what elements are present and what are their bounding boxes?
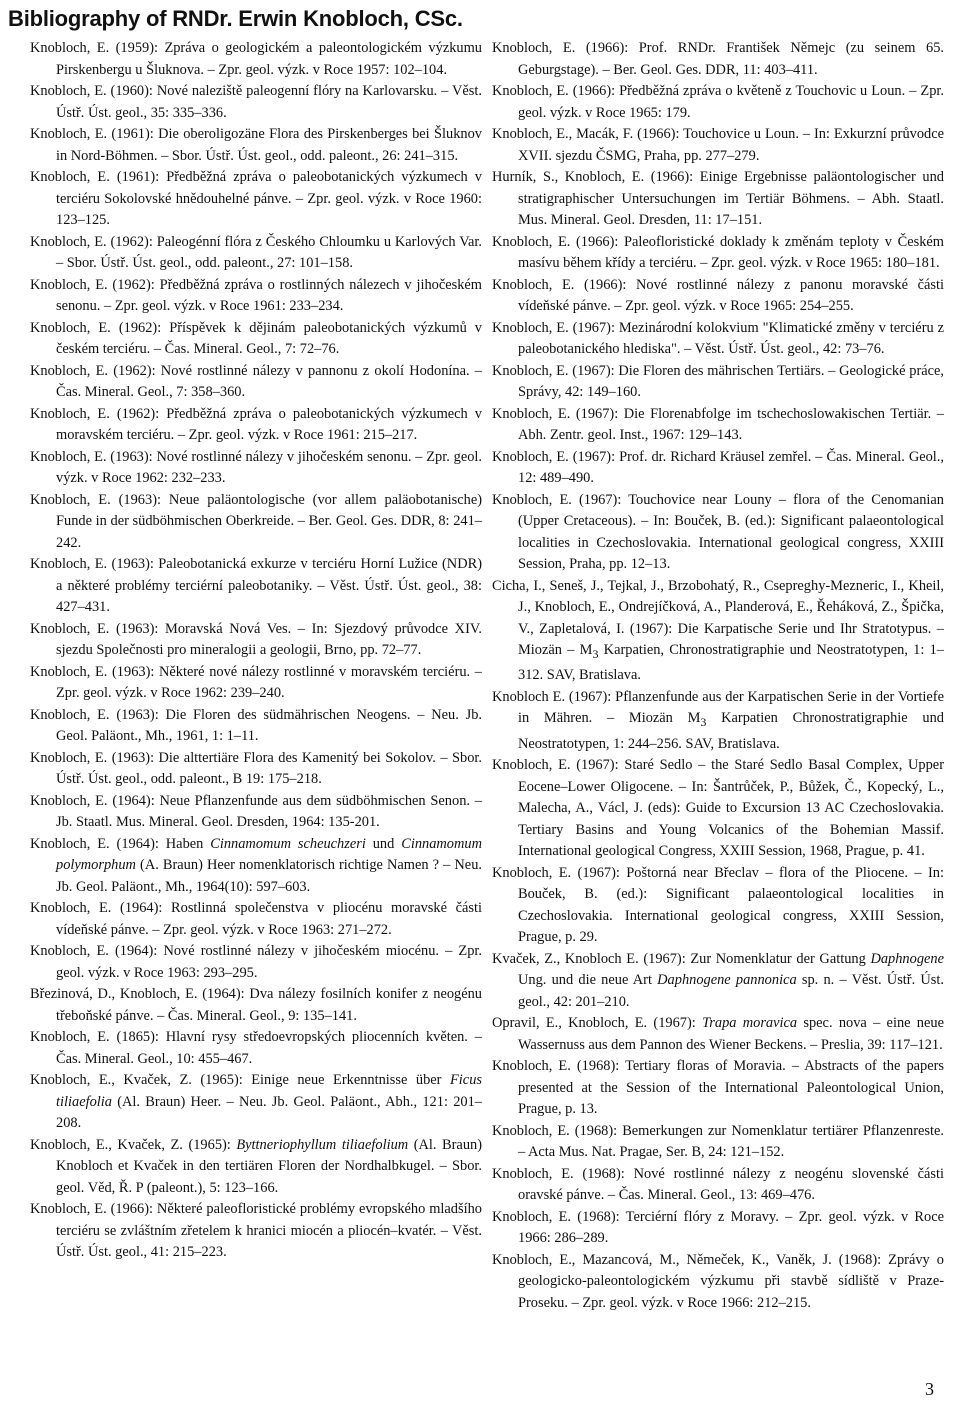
bibliography-entry: Knobloch, E. (1964): Neue Pflanzenfunde aus dem südböhmischen Senon. – Jb. Staatl. Mus. Mineral. Geol. Dresden, 1964: 135-201. (30, 792, 482, 830)
bibliography-entry: Knobloch, E. (1865): Hlavní rysy středoevropských pliocenních květen. – Čas. Mineral. Geol., 10: 455–467. (30, 1029, 482, 1067)
bibliography-entry: Knobloch, E. (1968): Tertiary floras of Moravia. – Abstracts of the papers presented at the Session of the International Paleontological Union, Prague, p. 13. (492, 1058, 944, 1118)
bibliography-entry: Knobloch, E., Macák, F. (1966): Touchovice u Loun. – In: Exkurzní průvodce XVII. sjezdu ČSMG, Praha, pp. 277–279. (492, 126, 944, 164)
bibliography-entry: Knobloch, E. (1966): Předběžná zpráva o květeně z Touchovic u Loun. – Zpr. geol. výzk. v Roce 1965: 179. (492, 83, 944, 121)
bibliography-entry: Knobloch, E., Mazancová, M., Němeček, K., Vaněk, J. (1968): Zprávy o geologicko-paleontologickém výzkumu při stavbě sídliště v Praze-Proseku. – Zpr. geol. výzk. v Roce 1966: 212–215. (492, 1251, 944, 1311)
bibliography-entry: Knobloch E. (1967): Pflanzenfunde aus der Karpatischen Serie in der Vortiefe in Mähren. – Miozän $M_3$ Karpatien Chronostratigraphie und Neostratotypen, 1: 244–256. SAV, Bratislava. (492, 688, 944, 752)
bibliography-entry: Opravil, E., Knobloch, E. (1967): Trapa moravica spec. nova – eine neue Wassernuss aus dem Pannon des Wiener Beckens. – Preslia, 39: 117–121. (492, 1015, 944, 1053)
bibliography-entry: Knobloch, E. (1964): Rostlinná společenstva v pliocénu moravské části vídeňské pánve. – Zpr. geol. výzk. v Roce 1963: 271–272. (30, 900, 482, 938)
bibliography-entry: Knobloch, E. (1962): Příspěvek k dějinám paleobotanických výzkumů v českém terciéru. – Čas. Mineral. Geol., 7: 72–76. (30, 319, 482, 357)
bibliography-entry: Knobloch, E. (1966): Paleofloristické doklady k změnám teploty v Českém masívu během křídy a terciéru. – Zpr. geol. výzk. v Roce 1965: 180–181. (492, 233, 944, 271)
bibliography-entry: Knobloch, E. (1963): Paleobotanická exkurze v terciéru Horní Lužice (NDR) a některé problémy terciérní paleobotaniky. – Věst. Ústř. Úst. geol., 38: 427–431. (30, 556, 482, 615)
bibliography-entry: Knobloch, E. (1962): Předběžná zpráva o paleobotanických výzkumech v moravském terciéru. – Zpr. geol. výzk. v Roce 1961: 215–217. (30, 405, 482, 443)
bibliography-entry: Knobloch, E. (1963): Die alttertiäre Flora des Kamenitý bei Sokolov. – Sbor. Ústř. Úst. geol., odd. paleont., B 19: 175–218. (30, 749, 482, 787)
left-column (30, 38, 482, 1264)
bibliography-entry: Knobloch, E. (1963): Neue paläontologische (vor allem paläobotanische) Funde in der südböhmischen Oberkreide. – Ber. Geol. Ges. DDR, 8: 241–242. (30, 491, 482, 551)
bibliography-entry: Knobloch, E. (1963): Moravská Nová Ves. – In: Sjezdový průvodce XIV. sjezdu Společnosti pro mineralogii a geologii, Brno, pp. 72–77. (30, 620, 482, 658)
bibliography-entry: Knobloch, E. (1962): Předběžná zpráva o rostlinných nálezech v jihočeském senonu. – Zpr. geol. výzk. v Roce 1961: 233–234. (30, 276, 482, 314)
right-column (492, 38, 944, 1314)
bibliography-entry: Knobloch, E., Kvaček, Z. (1965): Einige neue Erkenntnisse über Ficus tiliaefolia (Al. Braun) Heer. – Neu. Jb. Geol. Paläont., Abh., 121: 201–208. (30, 1072, 482, 1131)
bibliography-entry: Knobloch, E. (1967): Touchovice near Louny – flora of the Cenomanian (Upper Cretaceous). – In: Bouček, B. (ed.): Significant palaeontological localities in Czechoslovakia. International geological congress, XXIII Session, Praha, pp. 12–13. (492, 491, 944, 572)
bibliography-entry: Knobloch, E. (1967): Die Florenabfolge im tschechoslowakischen Tertiär. – Abh. Zentr. geol. Inst., 1967: 129–143. (492, 405, 944, 443)
bibliography-entry: Knobloch, E. (1968): Terciérní flóry z Moravy. – Zpr. geol. výzk. v Roce 1966: 286–289. (492, 1208, 944, 1247)
bibliography-entry: Knobloch, E. (1959): Zpráva o geologickém a paleontologickém výzkumu Pirskenbergu u Šluknova. – Zpr. geol. výzk. v Roce 1957: 102–104. (30, 40, 482, 78)
bibliography-entry: Knobloch, E. (1963): Nové rostlinné nálezy v jihočeském senonu. – Zpr. geol. výzk. v Roce 1962: 232–233. (30, 448, 482, 486)
page-title: Bibliography of RNDr. Erwin Knobloch, CSc. (8, 6, 463, 31)
bibliography-entry: Cicha, I., Seneš, J., Tejkal, J., Brzobohatý, R., Csepreghy-Mezneric, I., Kheil, J., Knobloch, E., Ondrejíčková, A., Planderová, E., Řeháková, Z., Špička, V., Zapletalová, I. (1967): Die Karpatische Serie und Ihr Stratotypus. – Miozän – $M_3$ Karpatien, Chronostratigraphie und Neostratotypen, 1: 1–312. SAV, Bratislava. (492, 577, 944, 684)
bibliography-entry: Knobloch, E. (1967): Mezinárodní kolokvium "Klimatické změny v terciéru z paleobotanického hlediska". – Věst. Ústř. Úst. geol., 42: 73–76. (492, 319, 944, 357)
bibliography-entry: Knobloch, E. (1966): Nové rostlinné nálezy z panonu moravské části vídeňské pánve. – Zpr. geol. výzk. v Roce 1965: 254–255. (492, 276, 944, 314)
bibliography-entry: Knobloch, E. (1967): Prof. dr. Richard Kräusel zemřel. – Čas. Mineral. Geol., 12: 489–490. (492, 448, 944, 486)
bibliography-entry: Knobloch, E. (1964): Nové rostlinné nálezy v jihočeském miocénu. – Zpr. geol. výzk. v Roce 1963: 293–295. (30, 943, 482, 981)
bibliography-entry: Knobloch, E. (1967): Poštorná near Břeclav – flora of the Pliocene. – In: Bouček, B. (ed.): Significant palaeontological localities in Czechoslovakia. International geological congress, XXIII Session, Prague, p. 29. (492, 864, 944, 946)
bibliography-entry: Knobloch, E. (1963): Die Floren des südmährischen Neogens. – Neu. Jb. Geol. Paläont., Mh., 1961, 1: 1–11. (30, 706, 482, 744)
bibliography-entry: Knobloch, E. (1968): Bemerkungen zur Nomenklatur tertiärer Pflanzenreste. – Acta Mus. Nat. Pragae, Ser. B, 24: 121–152. (492, 1122, 944, 1161)
bibliography-entry: Knobloch, E. (1963): Některé nové nálezy rostlinné v moravském terciéru. – Zpr. geol. výzk. v Roce 1962: 239–240. (30, 663, 482, 701)
bibliography-entry: Knobloch, E. (1966): Některé paleofloristické problémy evropského mladšího terciéru se zvláštním zřetelem k hranici miocén a pliocén–kvatér. – Věst. Ústř. Úst. geol., 41: 215–223. (30, 1201, 482, 1260)
bibliography-entry: Knobloch, E. (1962): Nové rostlinné nálezy v pannonu z okolí Hodonína. – Čas. Mineral. Geol., 7: 358–360. (30, 362, 482, 400)
bibliography-entry: Knobloch, E. (1966): Prof. RNDr. František Němejc (zu seinem 65. Geburgstage). – Ber. Geol. Ges. DDR, 11: 403–411. (492, 40, 944, 78)
page-number: 3 (925, 1379, 934, 1399)
bibliography-entry: Knobloch, E. (1960): Nové naleziště paleogenní flóry na Karlovarsku. – Věst. Ústř. Úst. geol., 35: 335–336. (30, 83, 482, 121)
bibliography-entry: Knobloch, E. (1967): Staré Sedlo – the Staré Sedlo Basal Complex, Upper Eocene–Lower Oligocene. – In: Šantrůček, P., Bůžek, Č., Kopecký, L., Malecha, A., Václ, J. (eds): Guide to Excursion 13 AC Czechoslovakia. Tertiary Basins and Young Volcanics of the Bohemian Massif. International geological Congress, XXIII Session, 1968, Prague, p. 41. (492, 757, 944, 860)
bibliography-entry: Knobloch, E., Kvaček, Z. (1965): Byttneriophyllum tiliaefolium (Al. Braun) Knobloch et Kvaček in den tertiären Floren der Nordhalbkugel. – Sbor. geol. Věd, Ř. P (paleont.), 5: 123–166. (30, 1136, 482, 1196)
bibliography-entry: Hurník, S., Knobloch, E. (1966): Einige Ergebnisse paläontologischer und stratigraphischer Untersuchungen im Tertiär Böhmens. – Abh. Staatl. Mus. Mineral. Geol. Dresden, 11: 17–151. (492, 169, 944, 228)
bibliography-entry: Knobloch, E. (1968): Nové rostlinné nálezy z neogénu slovenské části oravské pánve. – Čas. Mineral. Geol., 13: 469–476. (492, 1165, 944, 1204)
bibliography-entry: Knobloch, E. (1967): Die Floren des mährischen Tertiärs. – Geologické práce, Správy, 42: 149–160. (492, 362, 944, 400)
bibliography-entry: Knobloch, E. (1961): Die oberoligozäne Flora des Pirskenberges bei Šluknov in Nord-Böhmen. – Sbor. Ústř. Úst. geol., odd. paleont., 26: 241–315. (30, 126, 482, 164)
bibliography-entry: Březinová, D., Knobloch, E. (1964): Dva nálezy fosilních konifer z neogénu třeboňské pánve. – Čas. Mineral. Geol., 9: 135–141. (30, 986, 482, 1024)
bibliography-entry: Knobloch, E. (1961): Předběžná zpráva o paleobotanických výzkumech v terciéru Sokolovské hnědouhelné pánve. – Zpr. geol. výzk. v Roce 1960: 123–125. (30, 169, 482, 228)
bibliography-entry: Kvaček, Z., Knobloch E. (1967): Zur Nomenklatur der Gattung Daphnogene Ung. und die neue Art Daphnogene pannonica sp. n. – Věst. Ústř. Úst. geol., 42: 201–210. (492, 950, 944, 1010)
bibliography-entry: Knobloch, E. (1964): Haben Cinnamomum scheuchzeri und Cinnamomum polymorphum (A. Braun) Heer nomenklatorisch richtige Namen ? – Neu. Jb. Geol. Paläont., Mh., 1964(10): 597–603. (30, 835, 482, 895)
bibliography-entry: Knobloch, E. (1962): Paleogénní flóra z Českého Chloumku u Karlových Var. – Sbor. Ústř. Úst. geol., odd. paleont., 27: 101–158. (30, 233, 482, 271)
